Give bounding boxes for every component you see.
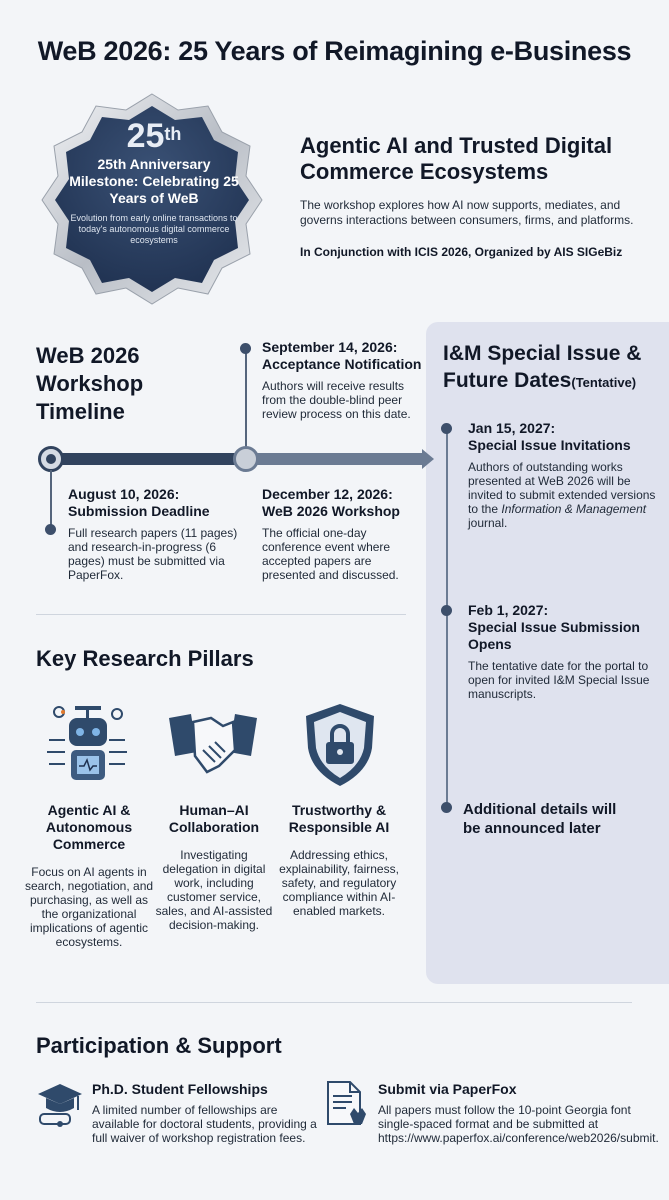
divider-2 bbox=[36, 1002, 632, 1003]
timeline-node-aug bbox=[38, 446, 64, 472]
special-item-2: Feb 1, 2027: Special Issue Submission Opens The tentative date for the portal to open for invited I&M Special Issue manuscripts. bbox=[468, 602, 650, 701]
timeline-connector-aug bbox=[50, 470, 52, 530]
graduation-cap-icon bbox=[34, 1080, 84, 1130]
shield-lock-icon bbox=[290, 700, 390, 790]
pillar-trustworthy: Trustworthy & Responsible AI Addressing ethics, explainability, fairness, safety, and regulatory compliance within AI-enabled markets. bbox=[279, 802, 399, 918]
pillars-title: Key Research Pillars bbox=[36, 646, 254, 671]
support-fellowships: Ph.D. Student Fellowships A limited number of fellowships are available for doctoral students, providing a full waiver of workshop registration fees. bbox=[92, 1081, 317, 1145]
divider-1 bbox=[36, 614, 406, 615]
handshake-icon bbox=[163, 700, 263, 790]
timeline-arrow bbox=[422, 449, 434, 469]
pillar-collaboration: Human–AI Collaboration Investigating delegation in digital work, including customer service, sales, and AI-assisted decision-making. bbox=[155, 802, 273, 932]
support-paperfox: Submit via PaperFox All papers must follow the 10-point Georgia font single-spaced format and be submitted at https://www.paperfox.ai/conference/web2026/submit. bbox=[378, 1081, 659, 1145]
badge-subtext: Evolution from early online transactions to today's autonomous digital commerce ecosystems bbox=[70, 213, 238, 245]
special-dot-1 bbox=[441, 423, 452, 434]
intro-description: The workshop explores how AI now supports, mediates, and governs interactions between consumers, firms, and platforms. bbox=[300, 198, 634, 227]
timeline-node-dec bbox=[233, 446, 259, 472]
pillar-agentic: Agentic AI & Autonomous Commerce Focus on AI agents in search, negotiation, and purchasing, as well as the organizational implications of agentic ecosystems. bbox=[24, 802, 154, 949]
badge-heading: 25th Anniversary Milestone: Celebrating 25 Years of WeB bbox=[69, 156, 239, 206]
special-dot-2 bbox=[441, 605, 452, 616]
timeline-title: WeB 2026 Workshop Timeline bbox=[36, 343, 144, 424]
event-submission: August 10, 2026: Submission Deadline Full research papers (11 pages) and research-in-progress (6 pages) must be submitted via PaperFox. bbox=[68, 486, 238, 582]
timeline-connector-top bbox=[245, 348, 247, 456]
event-workshop: December 12, 2026: WeB 2026 Workshop The official one-day conference event where accepted papers are presented and discussed. bbox=[262, 486, 400, 582]
special-item-1: Jan 15, 2027: Special Issue Invitations Authors of outstanding works presented at WeB 2026 will be invited to submit extended versions to the Information & Management journal. bbox=[468, 420, 656, 530]
special-issue-title: I&M Special Issue & Future Dates(Tentative) bbox=[443, 342, 642, 392]
badge-number: 25th bbox=[126, 117, 182, 155]
timeline-dot-sept bbox=[240, 343, 251, 354]
special-final-note: Additional details will be announced later bbox=[463, 801, 617, 837]
timeline-bar-future bbox=[246, 453, 424, 465]
robot-icon bbox=[37, 700, 137, 790]
special-dot-3 bbox=[441, 802, 452, 813]
intro-conjunction: In Conjunction with ICIS 2026, Organized by AIS SIGeBiz bbox=[300, 245, 623, 259]
event-acceptance: September 14, 2026: Acceptance Notification Authors will receive results from the double-blind peer review process on this date. bbox=[262, 339, 422, 421]
page-title: WeB 2026: 25 Years of Reimagining e-Business bbox=[37, 36, 632, 66]
support-title: Participation & Support bbox=[36, 1033, 282, 1058]
badge-content bbox=[62, 118, 246, 246]
intro-title: Agentic AI and Trusted Digital Commerce Ecosystems bbox=[300, 133, 613, 184]
timeline-dot-aug bbox=[45, 524, 56, 535]
document-fox-icon bbox=[322, 1080, 370, 1130]
tentative-label: (Tentative) bbox=[571, 375, 637, 390]
